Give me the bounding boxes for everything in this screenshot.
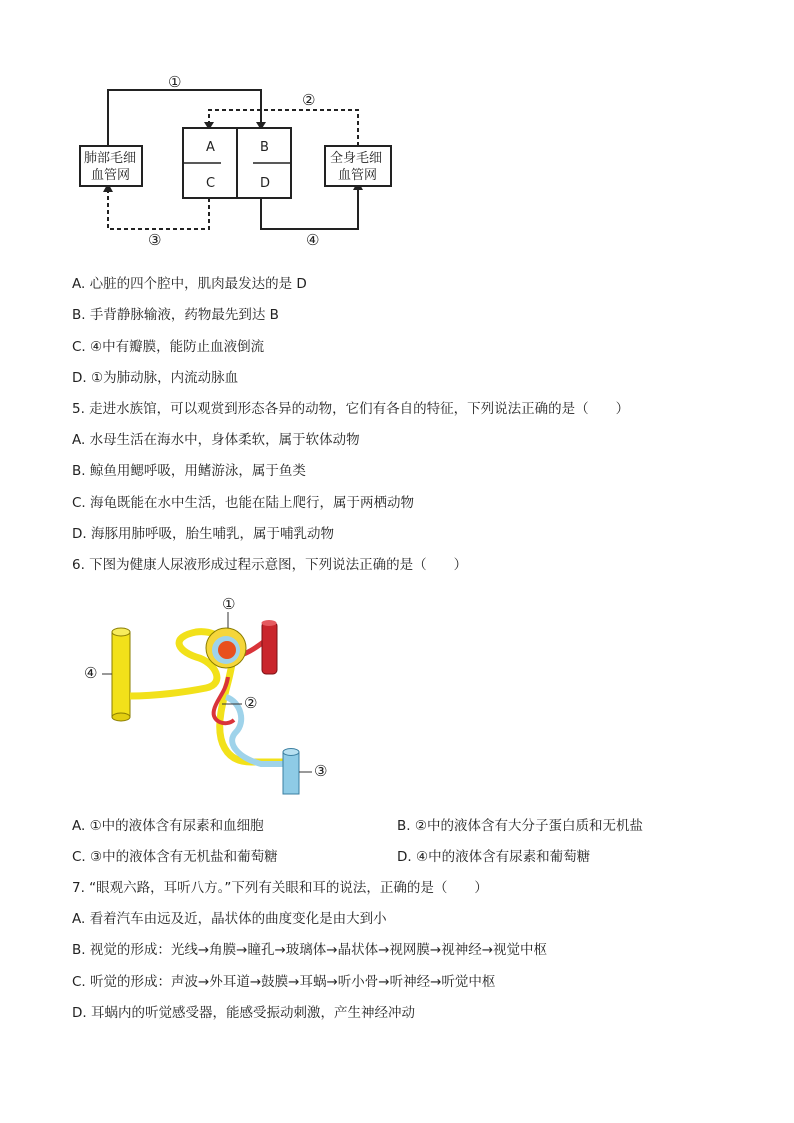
nephron-diagram [76,592,346,807]
nephron-label-2: ② [244,694,258,712]
q6-option-d: D. ④中的液体含有尿素和葡萄糖 [397,849,591,865]
chamber-a-label: A [206,140,215,155]
q6-option-a: A. ①中的液体含有尿素和血细胞 [72,818,264,834]
q7-stem: 7. “眼观六路，耳听八方。”下列有关眼和耳的说法，正确的是（ ） [72,880,488,896]
nephron-label-4: ④ [84,664,98,682]
q4-option-d: D. ①为肺动脉，内流动脉血 [72,370,239,386]
lung-label-line1: 肺部毛细 [84,151,137,166]
q6-option-b: B. ②中的液体含有大分子蛋白质和无机盐 [397,818,643,834]
label-circle-2: ② [302,91,316,109]
q7-option-c: C. 听觉的形成：声波→外耳道→鼓膜→耳蜗→听小骨→听神经→听觉中枢 [72,974,496,990]
chamber-c-label: C [206,176,216,191]
body-label-line1: 全身毛细 [330,151,383,166]
q4-option-c: C. ④中有瓣膜，能防止血液倒流 [72,339,265,355]
q4-option-b: B. 手背静脉输液，药物最先到达 B [72,307,279,323]
q5-option-b: B. 鲸鱼用鳃呼吸，用鳍游泳，属于鱼类 [72,463,306,479]
label-circle-1: ① [168,73,182,91]
nephron-label-3: ③ [314,762,328,780]
q6-stem: 6. 下图为健康人尿液形成过程示意图，下列说法正确的是（ ） [72,557,468,573]
q7-option-d: D. 耳蜗内的听觉感受器，能感受振动刺激，产生神经冲动 [72,1005,415,1021]
q4-option-a: A. 心脏的四个腔中，肌肉最发达的是 D [72,276,307,292]
q5-stem: 5. 走进水族馆，可以观赏到形态各异的动物，它们有各自的特征，下列说法正确的是（ ） [72,401,630,417]
q7-option-b: B. 视觉的形成：光线→角膜→瞳孔→玻璃体→晶状体→视网膜→视神经→视觉中枢 [72,942,548,958]
q5-option-d: D. 海豚用肺呼吸，胎生哺乳，属于哺乳动物 [72,526,334,542]
q5-option-a: A. 水母生活在海水中，身体柔软，属于软体动物 [72,432,360,448]
q5-option-c: C. 海龟既能在水中生活，也能在陆上爬行，属于两栖动物 [72,495,415,511]
chamber-d-label: D [260,176,271,191]
label-circle-4: ④ [306,231,320,249]
circulation-diagram [70,66,410,256]
q7-option-a: A. 看着汽车由远及近，晶状体的曲度变化是由大到小 [72,911,387,927]
chamber-b-label: B [260,140,269,155]
nephron-label-1: ① [222,595,236,613]
q6-option-c: C. ③中的液体含有无机盐和葡萄糖 [72,849,278,865]
label-circle-3: ③ [148,231,162,249]
body-label-line2: 血管网 [338,168,378,183]
lung-label-line2: 血管网 [91,168,131,183]
